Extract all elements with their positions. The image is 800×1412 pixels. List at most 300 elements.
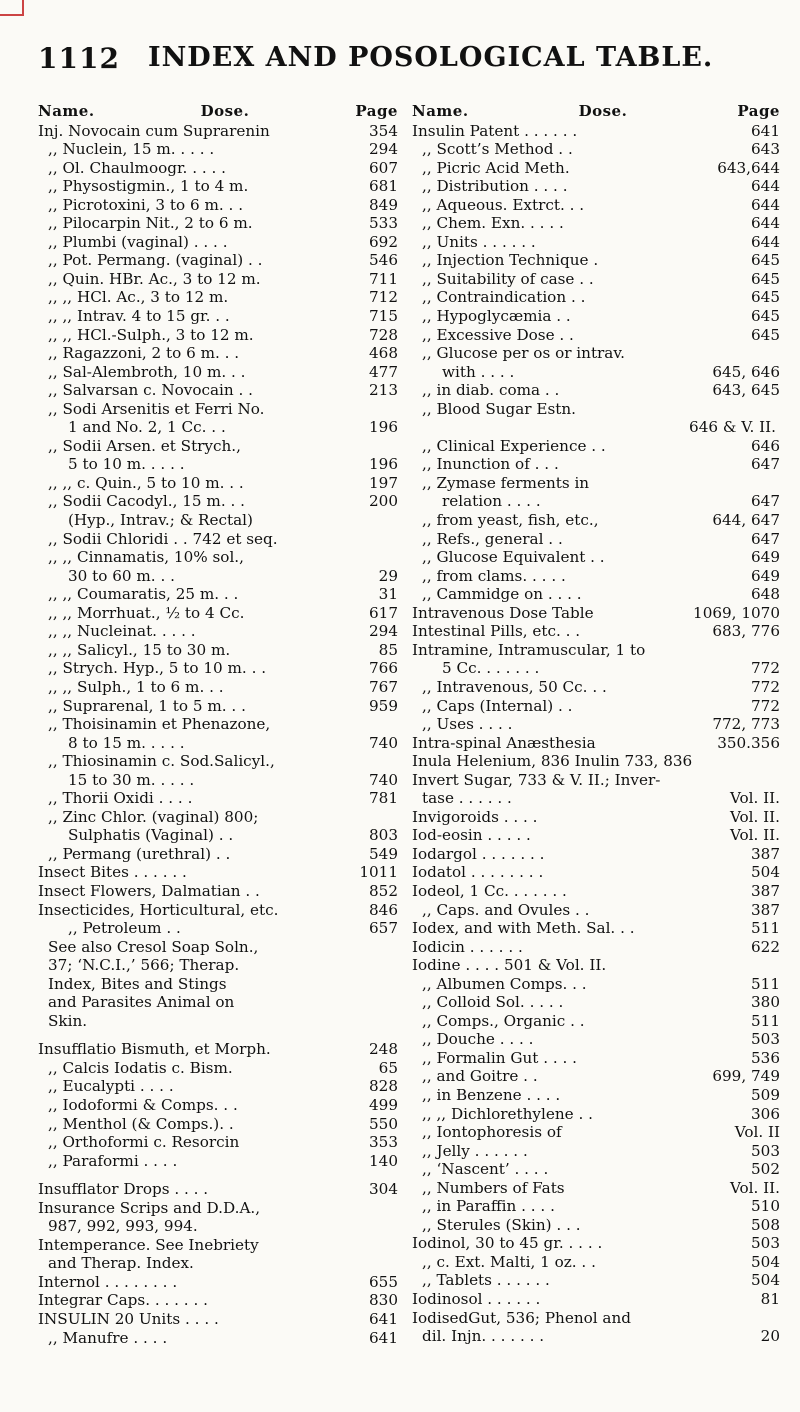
index-entry	[412, 140, 780, 159]
entry-page: 502	[751, 1160, 780, 1179]
index-entry	[38, 1310, 398, 1329]
index-entry	[38, 122, 398, 141]
index-entry	[412, 1234, 780, 1253]
entry-text: Iodine . . . . 501 & Vol. II.	[412, 956, 607, 975]
index-entry	[38, 845, 398, 864]
entry-page: 387	[751, 844, 780, 863]
entry-text: (Hyp., Intrav.; & Rectal)	[68, 511, 253, 530]
index-entry	[412, 901, 780, 920]
index-entry	[412, 641, 780, 660]
index-entry	[38, 251, 398, 270]
entry-page: 196	[369, 455, 398, 474]
entry-page: 20	[760, 1327, 780, 1346]
entry-page: 959	[369, 696, 398, 715]
entry-page: 387	[751, 900, 780, 919]
entry-text: ,, Pot. Permang. (vaginal) . .	[48, 251, 263, 270]
entry-page: Vol. II.	[729, 826, 780, 845]
entry-text: ,, Chem. Exn. . . . .	[422, 214, 564, 233]
entry-text: ,, Thoisinamin et Phenazone,	[48, 715, 271, 734]
entry-page: 649	[751, 548, 780, 567]
entry-text: IodisedGut, 536; Phenol and	[412, 1308, 631, 1327]
entry-text: Intra-spinal Anæsthesia	[412, 733, 596, 752]
entry-text: ,, Strych. Hyp., 5 to 10 m. . .	[48, 659, 267, 678]
entry-page: 477	[369, 362, 398, 381]
entry-page: 511	[751, 1011, 780, 1030]
index-entry	[412, 437, 780, 456]
entry-text: ,, Douche . . . .	[422, 1030, 534, 1049]
entry-page: 353	[369, 1133, 398, 1152]
index-entry	[38, 826, 398, 845]
entry-text: ,, Glucose per os or intrav.	[422, 344, 625, 363]
entry-text: Inj. Novocain cum Suprarenin	[38, 121, 270, 140]
page-header	[30, 42, 770, 82]
index-column-left	[38, 102, 398, 1347]
index-entry	[38, 1254, 398, 1273]
entry-text: ,, Permang (urethral) . .	[48, 844, 231, 863]
entry-text: ,, Plumbi (vaginal) . . . .	[48, 232, 228, 251]
index-entry	[38, 993, 398, 1012]
entry-text: 37; ‘N.C.I.,’ 566; Therap.	[48, 956, 240, 975]
entry-text: ,, Suprarenal, 1 to 5 m. . .	[48, 696, 246, 715]
entry-text: ,, ,, Salicyl., 15 to 30 m.	[48, 640, 231, 659]
index-entry	[412, 122, 780, 141]
entry-page: 647	[751, 455, 780, 474]
entry-text: ,, Sodii Arsen. et Strych.,	[48, 436, 241, 455]
entry-page: 380	[751, 993, 780, 1012]
entry-page: 643,644	[717, 158, 780, 177]
entry-page: 511	[751, 974, 780, 993]
entry-page: 31	[378, 585, 398, 604]
entry-text: Insecticides, Horticultural, etc.	[38, 900, 279, 919]
entry-text: and Parasites Animal on	[48, 993, 235, 1012]
index-entry	[38, 344, 398, 363]
entry-page: 681	[369, 177, 398, 196]
index-entry	[412, 993, 780, 1012]
entry-page: 1069, 1070	[693, 603, 780, 622]
entry-page: 715	[369, 307, 398, 326]
entry-page: 213	[369, 381, 398, 400]
entry-text: Iodeol, 1 Cc. . . . . . .	[412, 881, 567, 900]
index-entry	[412, 418, 780, 437]
entry-page: 740	[369, 770, 398, 789]
entry-text: See also Cresol Soap Soln.,	[48, 937, 259, 956]
index-entry	[412, 1142, 780, 1161]
index-entry	[38, 789, 398, 808]
entry-page: 803	[369, 826, 398, 845]
index-entry	[38, 956, 398, 975]
entry-page: 772	[751, 659, 780, 678]
entry-page: 641	[369, 1310, 398, 1328]
index-entry	[412, 455, 780, 474]
entry-text: ,, Iontophoresis of	[422, 1123, 562, 1142]
entry-page: 468	[369, 344, 398, 363]
index-entry	[38, 1059, 398, 1078]
entry-spacer	[38, 1030, 398, 1040]
entry-text: ,, Manufre . . . .	[48, 1328, 168, 1347]
entry-page: 740	[369, 733, 398, 752]
index-entry	[412, 1160, 780, 1179]
entry-text: ,, in Benzene . . . .	[422, 1085, 561, 1104]
entry-text: ,, Sodii Chloridi . . 742 et seq.	[48, 529, 278, 548]
entry-text: Skin.	[48, 1011, 88, 1030]
entry-text: ,, Scott’s Method . .	[422, 140, 573, 159]
index-entry	[412, 826, 780, 845]
entry-text: Insurance Scrips and D.D.A.,	[38, 1198, 261, 1217]
entry-text: ,, Eucalypti . . . .	[48, 1077, 174, 1096]
index-entry	[412, 1197, 780, 1216]
index-entry	[412, 1327, 780, 1346]
page-number: 1112	[38, 42, 120, 75]
index-entry	[412, 196, 780, 215]
index-entry	[38, 326, 398, 345]
column-header-dose: Dose.	[578, 102, 628, 120]
entry-page: 29	[378, 566, 398, 585]
entry-page: 647	[751, 492, 780, 511]
entry-text: ,, Clinical Experience . .	[422, 436, 606, 455]
entry-page: 140	[369, 1151, 398, 1170]
index-entry	[412, 1179, 780, 1198]
index-entry	[412, 604, 780, 623]
entry-text: ,, Paraformi . . . .	[48, 1151, 178, 1170]
entry-page: 849	[369, 195, 398, 214]
entry-page: 699, 749	[712, 1067, 780, 1086]
entry-page: 387	[751, 881, 780, 900]
entry-page: Vol. II.	[729, 1178, 780, 1197]
column-header	[412, 102, 780, 121]
index-entry	[38, 288, 398, 307]
index-entry	[412, 492, 780, 511]
entry-page: 248	[369, 1040, 398, 1059]
entry-page: 65	[378, 1058, 398, 1077]
entry-page: 644	[751, 177, 780, 196]
page-corner-mark	[0, 0, 24, 16]
entry-text: ,, ,, c. Quin., 5 to 10 m. . .	[48, 473, 244, 492]
entry-page: 649	[751, 566, 780, 585]
entry-text: Iod-eosin . . . . .	[412, 826, 531, 845]
index-entry	[38, 455, 398, 474]
entry-text: Intramine, Intramuscular, 1 to	[412, 640, 646, 659]
index-entry	[412, 1086, 780, 1105]
index-entry	[412, 659, 780, 678]
index-entry	[412, 251, 780, 270]
index-entry	[412, 863, 780, 882]
entry-text: tase . . . . . .	[422, 789, 512, 808]
index-entry	[38, 567, 398, 586]
entry-page: 646	[751, 436, 780, 455]
entry-text: ,, Menthol (& Comps.). .	[48, 1114, 234, 1133]
entry-text: ,, Petroleum . .	[68, 919, 181, 938]
entry-text: Iodicin . . . . . .	[412, 937, 523, 956]
entry-text: ,, ,, Morrhuat., ½ to 4 Cc.	[48, 603, 245, 622]
index-entry	[38, 752, 398, 771]
entry-page: 81	[760, 1290, 780, 1308]
entry-text: ,, Aqueous. Extrct. . .	[422, 195, 585, 214]
index-entry	[38, 1273, 398, 1292]
entry-text: ,, ,, HCl.-Sulph., 3 to 12 m.	[48, 325, 254, 344]
index-entry	[38, 548, 398, 567]
index-entry	[38, 400, 398, 419]
entry-text: Intravenous Dose Table	[412, 603, 594, 622]
index-entry	[412, 845, 780, 864]
entry-text: ,, Sal-Alembroth, 10 m. . .	[48, 362, 246, 381]
entry-text: ,, Sterules (Skin) . . .	[422, 1215, 581, 1234]
index-entry	[38, 901, 398, 920]
entry-text: ,, Zymase ferments in	[422, 473, 590, 492]
index-entry	[38, 1236, 398, 1255]
index-entry	[412, 511, 780, 530]
entry-page: 510	[751, 1197, 780, 1216]
entry-text: ,, Injection Technique .	[422, 251, 599, 270]
index-entry	[38, 1096, 398, 1115]
column-header	[38, 102, 398, 121]
entry-page: 648	[751, 585, 780, 604]
entry-text: Iodargol . . . . . . .	[412, 844, 545, 863]
index-entry	[412, 326, 780, 345]
entry-page: 536	[751, 1048, 780, 1067]
entry-page: 85	[378, 640, 398, 659]
entry-text: ,, Uses . . . .	[422, 715, 513, 734]
index-entry	[38, 808, 398, 827]
entry-page: 641	[751, 121, 780, 140]
index-entry	[412, 474, 780, 493]
entry-page: 644	[751, 214, 780, 233]
entry-page: 846	[369, 900, 398, 919]
entry-page: 772, 773	[712, 715, 780, 734]
index-entry	[38, 659, 398, 678]
entry-text: ,, Inunction of . . .	[422, 455, 559, 474]
index-entry	[38, 919, 398, 938]
entry-page: 306	[751, 1104, 780, 1123]
entry-page: 643	[751, 140, 780, 159]
index-entry	[38, 363, 398, 382]
index-entry	[412, 771, 780, 790]
entry-page: 196	[369, 418, 398, 437]
entry-text: ,, Suitability of case . .	[422, 269, 594, 288]
entry-text: Inula Helenium, 836 Inulin 733, 836	[412, 752, 693, 771]
index-entry	[38, 678, 398, 697]
entry-text: ,, Orthoformi c. Resorcin	[48, 1133, 240, 1152]
index-entry	[412, 400, 780, 419]
entry-page: 1011	[359, 863, 398, 882]
entry-text: ,, and Goitre . .	[422, 1067, 538, 1086]
entry-text: 646 & V. II.	[689, 418, 776, 437]
index-column-right	[412, 102, 780, 1346]
entry-page: 549	[369, 844, 398, 863]
index-entry	[412, 697, 780, 716]
entry-page: 197	[369, 473, 398, 492]
entry-text: ,, Refs., general . .	[422, 529, 563, 548]
entry-page: 504	[751, 863, 780, 882]
entry-text: ,, Picrotoxini, 3 to 6 m. . .	[48, 195, 244, 214]
entry-page: 828	[369, 1077, 398, 1096]
index-entry	[412, 882, 780, 901]
entry-page: 503	[751, 1234, 780, 1253]
entry-page: 772	[751, 677, 780, 696]
index-entry	[412, 288, 780, 307]
entry-text: Invert Sugar, 733 & V. II.; Inver-	[412, 770, 661, 789]
entry-text: ,, Thiosinamin c. Sod.Salicyl.,	[48, 752, 275, 771]
index-entry	[38, 938, 398, 957]
entry-text: ,, Sodi Arsenitis et Ferri No.	[48, 399, 265, 418]
entry-text: Invigoroids . . . .	[412, 807, 538, 826]
entry-page: Vol. II	[734, 1123, 780, 1142]
entry-page: 644	[751, 195, 780, 214]
entry-text: ,, Distribution . . . .	[422, 177, 568, 196]
index-entry	[38, 196, 398, 215]
entry-page: 644, 647	[712, 511, 780, 530]
entry-text: Iodinosol . . . . . .	[412, 1290, 541, 1308]
index-entry	[38, 270, 398, 289]
index-entry	[412, 1309, 780, 1328]
index-entry	[38, 140, 398, 159]
entry-page: 503	[751, 1141, 780, 1160]
entry-spacer	[38, 1170, 398, 1180]
index-entry	[38, 697, 398, 716]
entry-text: Iodatol . . . . . . . .	[412, 863, 544, 882]
entry-text: ,, Ragazzoni, 2 to 6 m. . .	[48, 344, 240, 363]
index-entry	[38, 585, 398, 604]
entry-page: 645	[751, 307, 780, 326]
entry-text: Intemperance. See Inebriety	[38, 1235, 259, 1254]
entry-text: with . . . .	[442, 362, 515, 381]
entry-text: ,, Jelly . . . . . .	[422, 1141, 528, 1160]
index-entry	[38, 715, 398, 734]
index-entry	[412, 1049, 780, 1068]
index-entry	[38, 604, 398, 623]
index-entry	[38, 233, 398, 252]
index-entry	[412, 808, 780, 827]
index-entry	[38, 418, 398, 437]
entry-text: Sulphatis (Vaginal) . .	[68, 826, 234, 845]
entry-text: ,, Comps., Organic . .	[422, 1011, 585, 1030]
entry-text: ,, Caps. and Ovules . .	[422, 900, 590, 919]
index-entry	[412, 363, 780, 382]
entry-text: Iodinol, 30 to 45 gr. . . . .	[412, 1234, 603, 1253]
entry-page: 830	[369, 1291, 398, 1310]
entry-text: Intestinal Pills, etc. . .	[412, 622, 581, 641]
entry-text: 15 to 30 m. . . . .	[68, 770, 195, 789]
index-entry	[412, 752, 780, 771]
index-entry	[38, 882, 398, 901]
entry-page: 645	[751, 325, 780, 344]
entry-text: ,, ,, Intrav. 4 to 15 gr. . .	[48, 307, 230, 326]
index-entry	[412, 233, 780, 252]
index-entry	[412, 956, 780, 975]
index-entry	[412, 789, 780, 808]
entry-page: 350.356	[717, 733, 780, 752]
entry-text: ,, ,, Cinnamatis, 10% sol.,	[48, 548, 244, 567]
entry-text: ,, Quin. HBr. Ac., 3 to 12 m.	[48, 269, 261, 288]
index-entry	[412, 1123, 780, 1142]
entry-page: 503	[751, 1030, 780, 1049]
entry-text: ,, Sodii Cacodyl., 15 m. . .	[48, 492, 245, 511]
index-entry	[412, 177, 780, 196]
entry-text: Insect Bites . . . . . .	[38, 863, 187, 882]
index-entry	[38, 159, 398, 178]
entry-text: ,, Picric Acid Meth.	[422, 158, 570, 177]
index-entry	[38, 474, 398, 493]
index-entry	[38, 975, 398, 994]
index-entry	[38, 622, 398, 641]
index-entry	[38, 1012, 398, 1031]
entry-text: 8 to 15 m. . . . .	[68, 733, 185, 752]
entry-page: 200	[369, 492, 398, 511]
entry-text: ,, from clams. . . . .	[422, 566, 566, 585]
entry-page: 607	[369, 158, 398, 177]
entry-text: 5 to 10 m. . . . .	[68, 455, 185, 474]
entry-text: Integrar Caps. . . . . . .	[38, 1291, 208, 1310]
index-entry	[412, 548, 780, 567]
entry-page: 643, 645	[712, 381, 780, 400]
entry-page: 711	[369, 269, 398, 288]
index-entry	[38, 1077, 398, 1096]
entry-page: 499	[369, 1095, 398, 1114]
column-header-page: Page	[737, 102, 780, 120]
entry-text: ,, from yeast, fish, etc.,	[422, 511, 599, 530]
index-entry	[38, 177, 398, 196]
index-entry	[412, 734, 780, 753]
index-entry	[412, 1290, 780, 1309]
entry-page: 692	[369, 232, 398, 251]
entry-text: ,, Calcis Iodatis c. Bism.	[48, 1058, 233, 1077]
index-entry	[412, 214, 780, 233]
entry-text: Insect Flowers, Dalmatian . .	[38, 881, 260, 900]
entry-page: 294	[369, 622, 398, 641]
index-entry	[38, 437, 398, 456]
index-entry	[38, 863, 398, 882]
index-entry	[412, 381, 780, 400]
entry-page: 683, 776	[712, 622, 780, 641]
index-entry	[412, 159, 780, 178]
entry-text: ,, Nuclein, 15 m. . . . .	[48, 140, 215, 159]
entry-text: ,, c. Ext. Malti, 1 oz. . .	[422, 1252, 596, 1271]
index-entry	[38, 511, 398, 530]
entry-text: ,, Thorii Oxidi . . . .	[48, 789, 193, 808]
entry-text: ,, Formalin Gut . . . .	[422, 1048, 578, 1067]
entry-text: ,, ,, Dichlorethylene . .	[422, 1104, 593, 1123]
entry-page: 504	[751, 1271, 780, 1290]
entry-page: 645	[751, 288, 780, 307]
index-entry	[38, 641, 398, 660]
entry-page: Vol. II.	[729, 789, 780, 808]
index-entry	[38, 1133, 398, 1152]
entry-page: 508	[751, 1215, 780, 1234]
column-header-name: Name.	[38, 102, 95, 120]
entry-text: Internol . . . . . . . .	[38, 1272, 178, 1291]
index-entry	[38, 1115, 398, 1134]
entry-page: 645	[751, 269, 780, 288]
entry-page: 546	[369, 251, 398, 270]
index-entry	[38, 381, 398, 400]
running-title: INDEX AND POSOLOGICAL TABLE.	[148, 42, 714, 73]
index-entry	[38, 771, 398, 790]
entry-page: 647	[751, 529, 780, 548]
entry-page: 657	[369, 919, 398, 938]
entry-page: 766	[369, 659, 398, 678]
entry-text: ,, Albumen Comps. . .	[422, 974, 587, 993]
entry-text: ,, Glucose Equivalent . .	[422, 548, 605, 567]
index-entry	[38, 734, 398, 753]
entry-page: 294	[369, 140, 398, 159]
entry-page: 504	[751, 1252, 780, 1271]
entry-text: ,, Intravenous, 50 Cc. . .	[422, 677, 607, 696]
index-entry	[38, 1329, 398, 1348]
index-entry	[412, 622, 780, 641]
entry-text: ,, Excessive Dose . .	[422, 325, 574, 344]
entry-page: 550	[369, 1114, 398, 1133]
entry-text: ,, Colloid Sol. . . . .	[422, 993, 564, 1012]
index-entry	[412, 938, 780, 957]
